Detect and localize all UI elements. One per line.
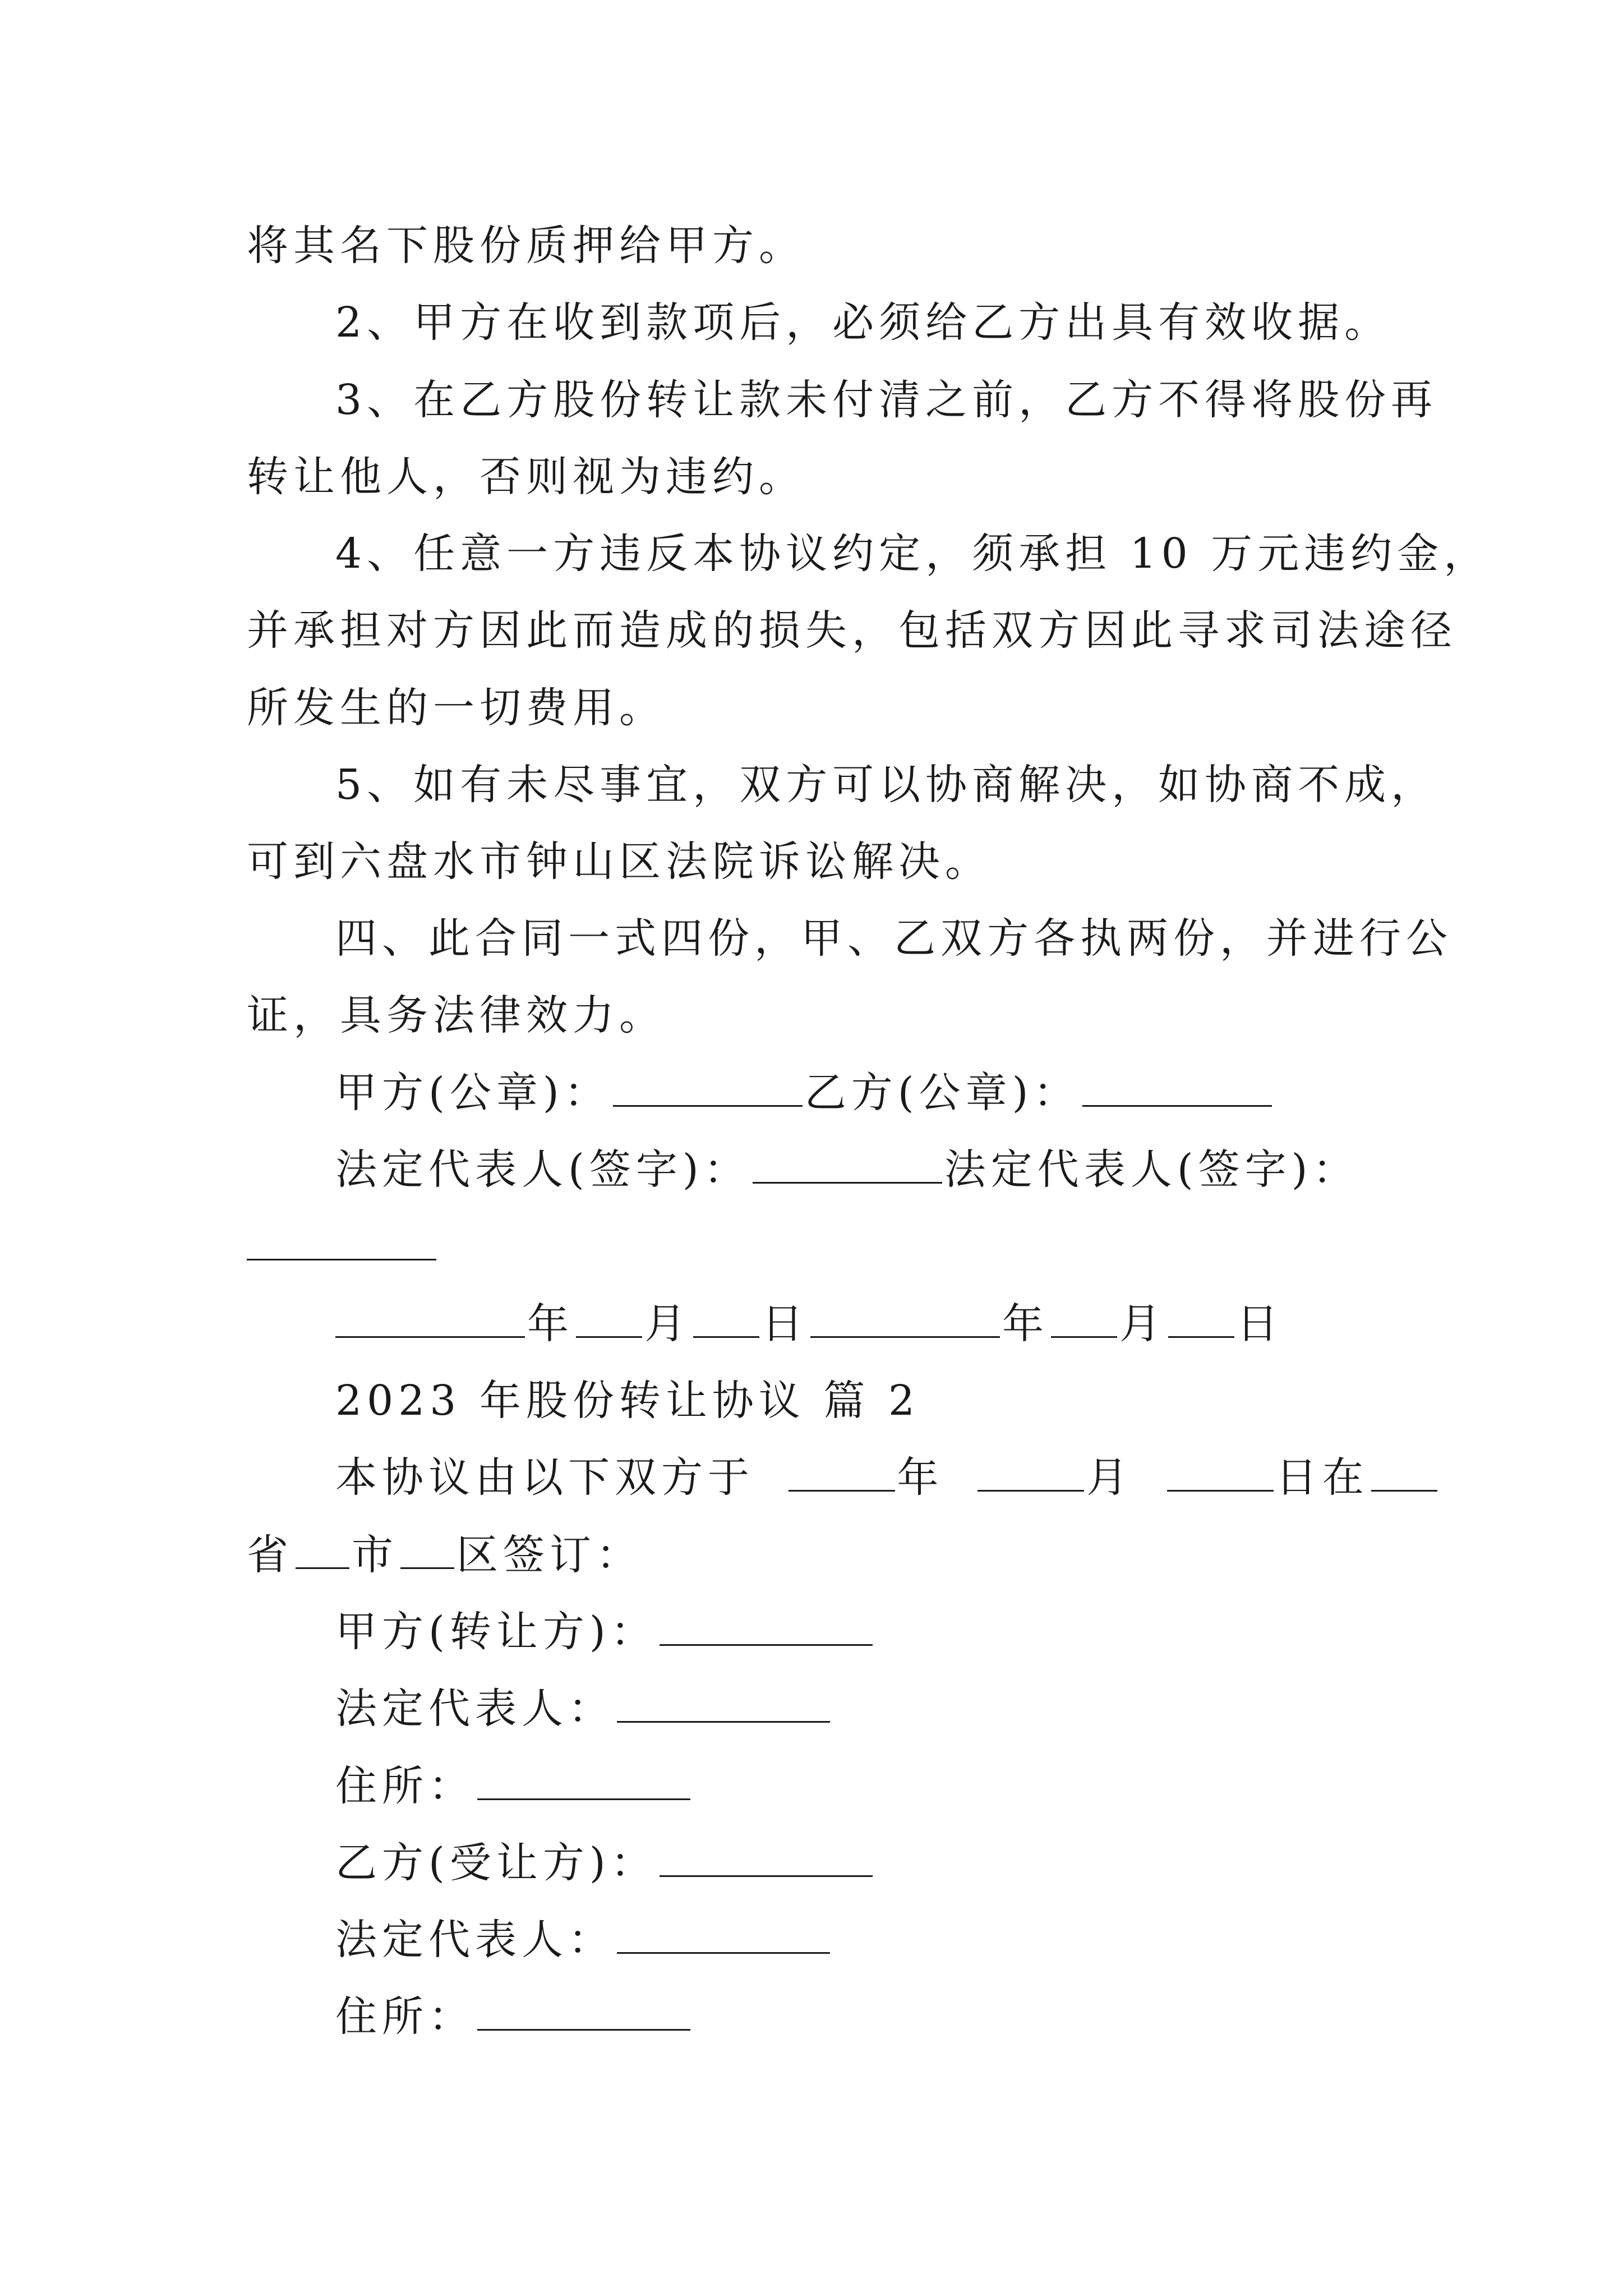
date-line — [335, 1296, 1283, 1352]
rep-sign-b-label: 法定代表人(签字)： — [944, 1145, 1359, 1194]
transferor-blank[interactable] — [660, 1608, 873, 1646]
paragraph-line: 转让他人，否则视为违约。 — [247, 453, 805, 501]
date-b-year: 年 — [1002, 1300, 1049, 1348]
intro-province: 省 — [247, 1531, 293, 1579]
address-a-line — [335, 1758, 693, 1814]
transferee-line — [335, 1835, 875, 1891]
rep-b-label: 法定代表人： — [335, 1916, 615, 1964]
rep-sign-a-label: 法定代表人(签字)： — [335, 1145, 750, 1194]
date-a-month-blank[interactable] — [576, 1300, 642, 1338]
party-a-seal-label: 甲方(公章)： — [335, 1069, 611, 1117]
intro-district-signed: 区签订： — [457, 1531, 643, 1579]
paragraph-line: 证，具务法律效力。 — [247, 991, 666, 1039]
address-b-label: 住所： — [335, 1993, 475, 2041]
paragraph-line: 所发生的一切费用。 — [247, 684, 666, 732]
rep-sign-b-blank[interactable] — [247, 1223, 436, 1260]
paragraph-line: 并承担对方因此而造成的损失，包括双方因此寻求司法途径 — [247, 606, 1457, 655]
date-a-year: 年 — [527, 1300, 574, 1348]
address-a-label: 住所： — [335, 1762, 475, 1810]
rep-b-blank[interactable] — [617, 1916, 830, 1954]
seal-line — [335, 1065, 1274, 1121]
rep-sign-line — [335, 1142, 1359, 1198]
intro-year: 年 — [897, 1453, 944, 1502]
paragraph-line: 将其名下股份质押给甲方。 — [247, 222, 805, 270]
paragraph-line: 可到六盘水市钟山区法院诉讼解决。 — [247, 838, 992, 886]
date-a-day: 日 — [762, 1300, 808, 1348]
transferor-label: 甲方(转让方)： — [335, 1608, 657, 1656]
intro-location-line — [247, 1527, 643, 1583]
intro-prefix: 本协议由以下双方于 — [335, 1453, 754, 1502]
intro-city-blank[interactable] — [400, 1531, 454, 1569]
intro-day-at: 日在 — [1275, 1453, 1369, 1502]
clause-four: 四、此合同一式四份，甲、乙双方各执两份，并进行公 — [335, 914, 1453, 963]
party-b-seal-label: 乙方(公章)： — [804, 1069, 1080, 1117]
intro-province-blank[interactable] — [296, 1531, 349, 1569]
rep-a-label: 法定代表人： — [335, 1685, 615, 1733]
rep-b-line — [335, 1912, 832, 1968]
clause-3: 3、在乙方股份转让款未付清之前，乙方不得将股份再 — [335, 376, 1438, 424]
transferee-label: 乙方(受让方)： — [335, 1839, 657, 1887]
date-b-month: 月 — [1119, 1300, 1166, 1348]
intro-city: 市 — [352, 1531, 398, 1579]
clause-4: 4、任意一方违反本协议约定，须承担 10 万元违约金， — [335, 530, 1491, 578]
address-b-line — [335, 1989, 693, 2045]
rep-a-blank[interactable] — [617, 1685, 830, 1723]
party-b-seal-blank[interactable] — [1082, 1069, 1272, 1107]
section-heading: 2023 年股份转让协议 篇 2 — [335, 1377, 920, 1425]
transferor-line — [335, 1604, 875, 1660]
rep-a-line — [335, 1681, 832, 1737]
date-b-month-blank[interactable] — [1051, 1300, 1117, 1338]
date-b-day: 日 — [1237, 1300, 1283, 1348]
transferee-blank[interactable] — [660, 1839, 873, 1877]
address-b-blank[interactable] — [477, 1993, 690, 2031]
date-b-year-blank[interactable] — [810, 1300, 1000, 1338]
intro-day-blank[interactable] — [1167, 1454, 1274, 1492]
clause-2: 2、甲方在收到款项后，必须给乙方出具有效收据。 — [335, 298, 1391, 347]
rep-sign-b-line — [247, 1218, 439, 1274]
date-a-year-blank[interactable] — [335, 1300, 525, 1338]
address-a-blank[interactable] — [477, 1763, 690, 1800]
rep-sign-a-blank[interactable] — [753, 1146, 942, 1184]
intro-location-blank[interactable] — [1371, 1454, 1437, 1492]
date-b-day-blank[interactable] — [1168, 1300, 1234, 1338]
party-a-seal-blank[interactable] — [613, 1069, 803, 1107]
intro-year-blank[interactable] — [789, 1454, 895, 1492]
intro-month-blank[interactable] — [978, 1454, 1084, 1492]
clause-5: 5、如有未尽事宜，双方可以协商解决，如协商不成， — [335, 761, 1438, 809]
intro-month: 月 — [1086, 1453, 1133, 1502]
date-a-month: 月 — [644, 1300, 691, 1348]
date-a-day-blank[interactable] — [693, 1300, 759, 1338]
intro-line — [335, 1450, 1440, 1506]
